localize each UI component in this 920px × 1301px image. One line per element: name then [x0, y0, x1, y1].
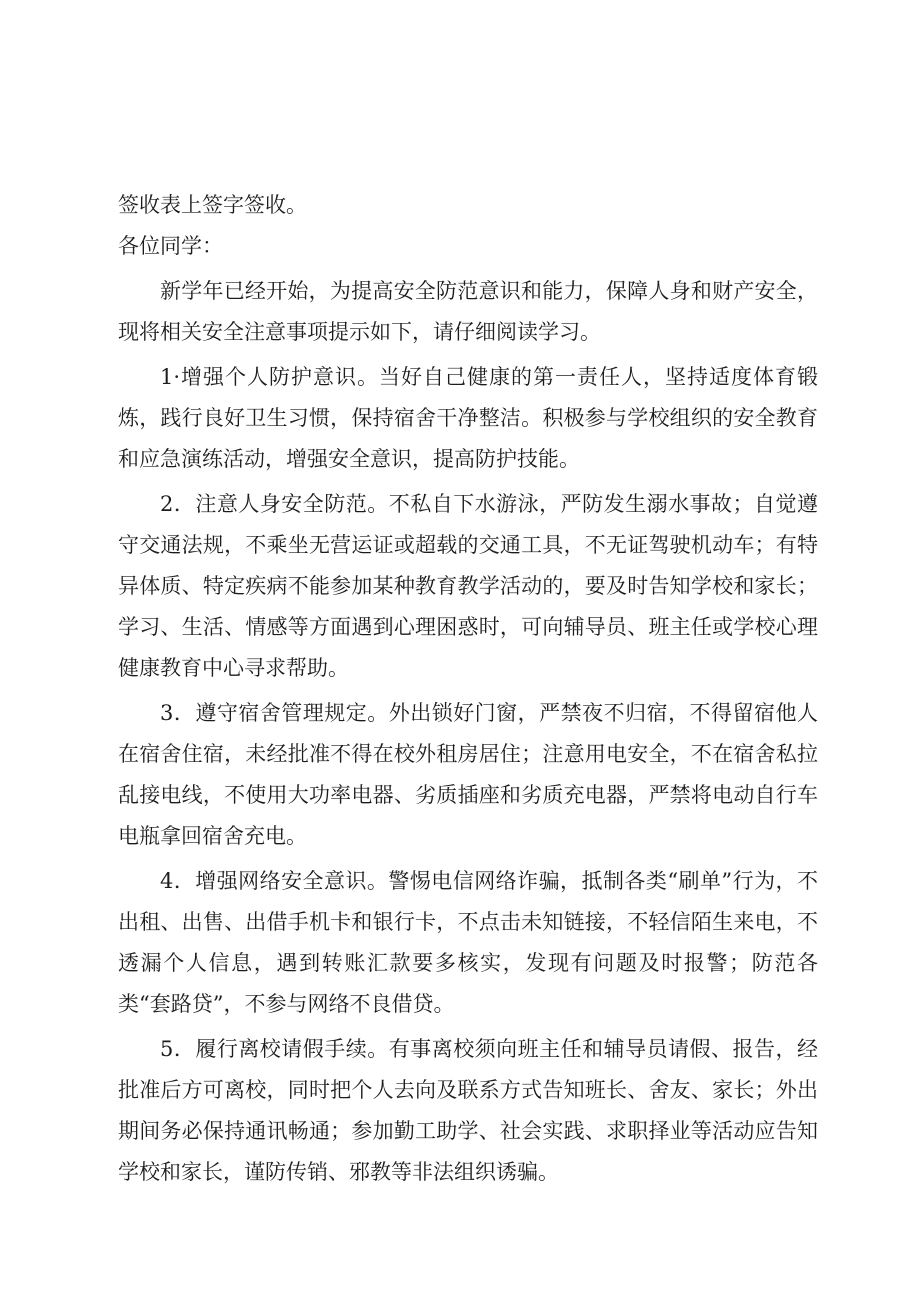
- item-5-paragraph: 5．履行离校请假手续。有事离校须向班主任和辅导员请假、报告，经批准后方可离校，同时把个人去向及联系方式告知班长、舍友、家长；外出期间务必保持通讯畅通；参加勤工助学、社会实践、求职择业等活动应告知学校和家长，谨防传销、邪教等非法组织诱骗。: [118, 1037, 818, 1184]
- item-3-paragraph: 3．遵守宿舍管理规定。外出锁好门窗，严禁夜不归宿，不得留宿他人在宿舍住宿，未经批准不得在校外租房居住；注意用电安全，不在宿舍私拉乱接电线，不使用大功率电器、劣质插座和劣质充电器，严禁将电动自行车电瓶拿回宿舍充电。: [118, 701, 818, 848]
- document-body: [118, 185, 818, 1193]
- top-line: 签收表上签字签收。: [118, 193, 307, 217]
- item-1-paragraph: 1·增强个人防护意识。当好自己健康的第一责任人，坚持适度体育锻炼，践行良好卫生习惯，保持宿舍干净整洁。积极参与学校组织的安全教育和应急演练活动，增强安全意识，提高防护技能。: [118, 365, 818, 471]
- intro-paragraph: 新学年已经开始，为提高安全防范意识和能力，保障人身和财产安全，现将相关安全注意事项提示如下，请仔细阅读学习。: [118, 279, 818, 344]
- item-4-paragraph: 4．增强网络安全意识。警惕电信网络诈骗，抵制各类“刷单”行为，不出租、出售、出借手机卡和银行卡，不点击未知链接，不轻信陌生来电，不透漏个人信息，遇到转账汇款要多核实，发现有问题及时报警；防范各类“套路贷”，不参与网络不良借贷。: [118, 869, 818, 1016]
- greeting: 各位同学：: [118, 234, 223, 258]
- item-2-paragraph: 2．注意人身安全防范。不私自下水游泳，严防发生溺水事故；自觉遵守交通法规，不乘坐无营运证或超载的交通工具，不无证驾驶机动车；有特异体质、特定疾病不能参加某种教育教学活动的，要及时告知学校和家长；学习、生活、情感等方面遇到心理困惑时，可向辅导员、班主任或学校心理健康教育中心寻求帮助。: [118, 492, 818, 680]
